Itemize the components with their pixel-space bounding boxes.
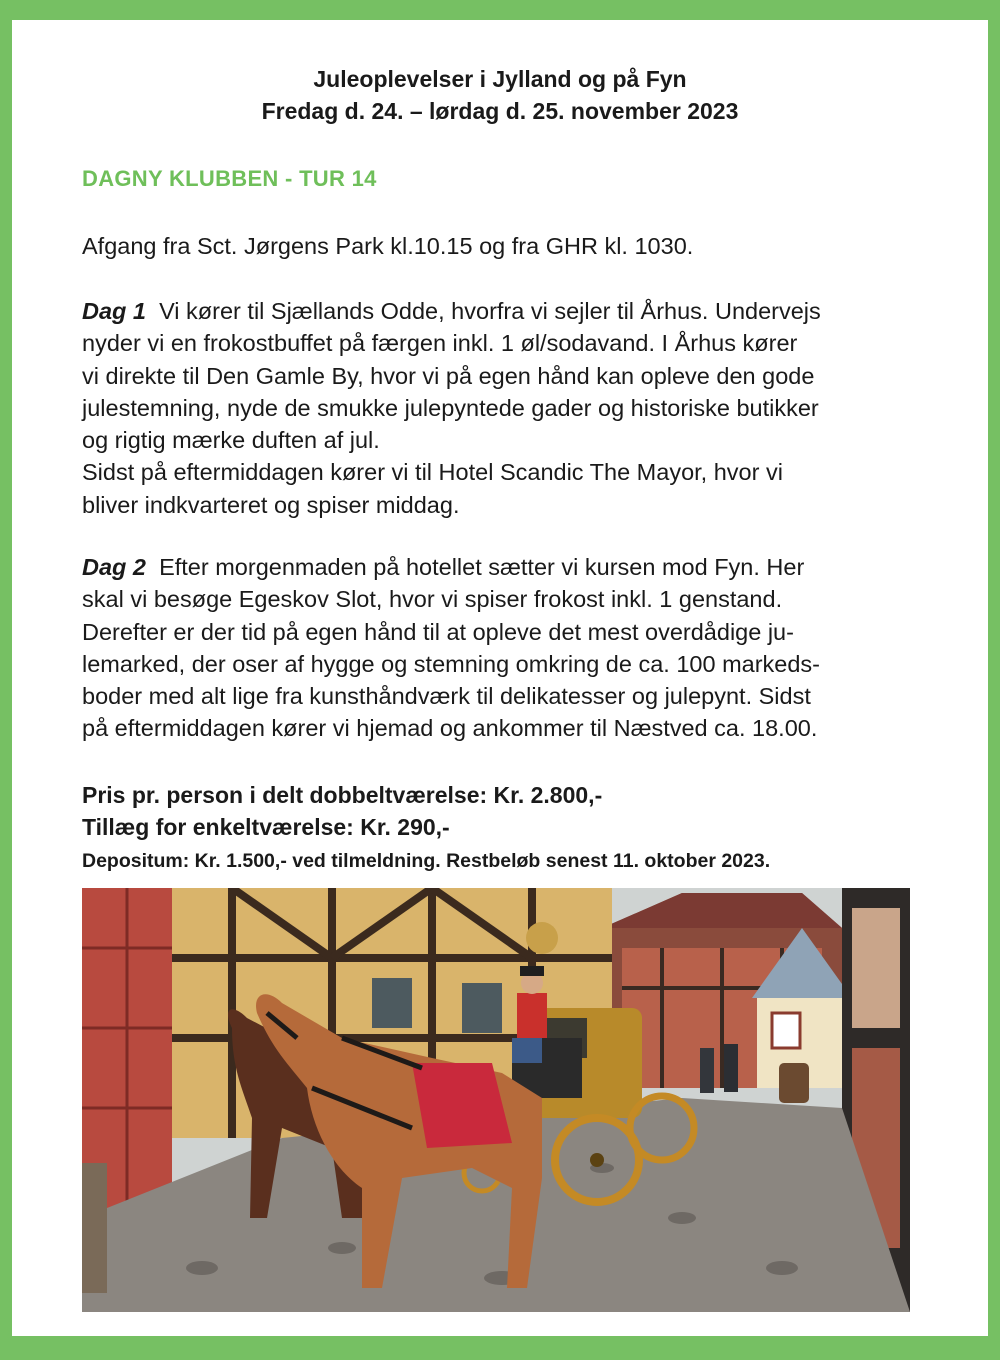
club-heading: DAGNY KLUBBEN - TUR 14 [82,166,377,191]
departure-text: Afgang fra Sct. Jørgens Park kl.10.15 og fra GHR kl. 1030. [82,233,694,259]
document-title: Juleoplevelser i Jylland og på Fyn [313,66,687,92]
day1-section [82,295,942,521]
day2-line-1-text: Efter morgenmaden på hotellet sætter vi kursen mod Fyn. Her [159,554,805,580]
day2-line-1 [82,551,942,583]
price-single-supplement: Tillæg for enkeltværelse: Kr. 290,- [82,814,450,840]
day1-line-3: vi direkte til Den Gamle By, hvor vi på egen hånd kan opleve den gode [82,362,815,389]
day2-line-2: skal vi besøge Egeskov Slot, hvor vi spiser frokost inkl. 1 genstand. [82,586,783,613]
deposit-text: Depositum: Kr. 1.500,- ved tilmeldning. Restbeløb senest 11. oktober 2023. [82,850,771,872]
price-double: Pris pr. person i delt dobbeltværelse: Kr. 2.800,- [82,782,603,808]
document-page [12,20,988,1336]
day2-line-3: Derefter er der tid på egen hånd til at opleve det mest overdådige ju- [82,618,794,645]
day2-label: Dag 2 [82,554,146,580]
horse-carriage-photo [82,888,910,1312]
day1-line-7: bliver indkvarteret og spiser middag. [82,491,460,518]
document-dates: Fredag d. 24. – lørdag d. 25. november 2023 [261,98,739,124]
day1-line-4: julestemning, nyde de smukke julepyntede gader og historiske butikker [82,394,819,421]
day1-label: Dag 1 [82,298,146,324]
day2-section [82,551,942,745]
day1-line-2: nyder vi en frokostbuffet på færgen inkl. 1 øl/sodavand. I Århus kører [82,330,798,357]
day1-line-5: og rigtig mærke duften af jul. [82,427,380,454]
day1-line-6: Sidst på eftermiddagen kører vi til Hotel Scandic The Mayor, hvor vi [82,459,783,486]
day2-line-4: lemarked, der oser af hygge og stemning omkring de ca. 100 markeds- [82,650,821,677]
day1-line-1 [82,295,942,327]
day1-line-1-text: Vi kører til Sjællands Odde, hvorfra vi sejler til Århus. Undervejs [159,298,821,324]
day2-line-6: på eftermiddagen kører vi hjemad og ankommer til Næstved ca. 18.00. [82,715,818,742]
day2-line-5: boder med alt lige fra kunsthåndværk til delikatesser og julepynt. Sidst [82,683,811,710]
